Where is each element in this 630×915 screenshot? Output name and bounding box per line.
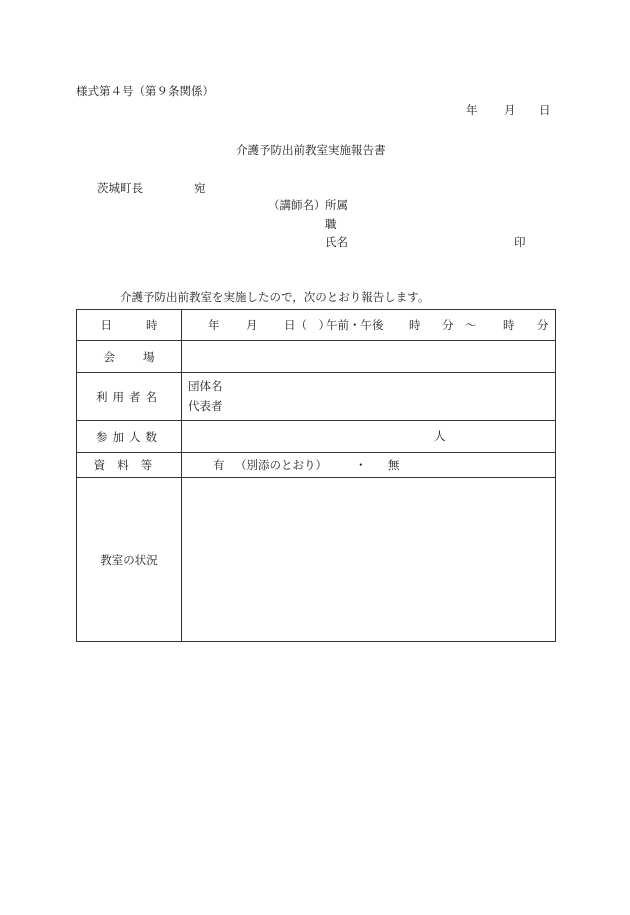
label-status: 教室の状況 <box>77 478 182 642</box>
label-datetime <box>77 310 182 341</box>
report-table <box>76 309 556 642</box>
date-year: 年 <box>466 103 478 117</box>
dt-day: 日（ ） <box>284 318 330 332</box>
materials-note: （別添のとおり） <box>235 458 327 472</box>
dt-ampm: 午前・午後 <box>326 318 384 332</box>
lecturer-affiliation: 所属 <box>325 198 348 212</box>
row-materials <box>77 453 556 478</box>
seal-mark: 印 <box>514 235 526 249</box>
status-field[interactable] <box>182 478 556 642</box>
label-materials: 資料等 <box>77 453 182 478</box>
row-status <box>77 478 556 642</box>
dt-tilde: ～ <box>465 318 477 332</box>
materials-field[interactable] <box>182 453 556 478</box>
label-datetime-a: 日 <box>100 318 112 332</box>
label-venue <box>77 341 182 373</box>
participants-field[interactable] <box>182 421 556 453</box>
venue-field[interactable] <box>182 341 556 373</box>
dt-year: 年 <box>208 318 220 332</box>
dt-month: 月 <box>246 318 258 332</box>
form-number: 様式第４号（第９条関係） <box>76 84 214 98</box>
row-venue <box>77 341 556 373</box>
document-title: 介護予防出前教室実施報告書 <box>236 143 386 157</box>
lecturer-position: 職 <box>325 217 337 231</box>
label-venue-a: 会 <box>103 349 115 364</box>
intro-text: 介護予防出前教室を実施したので，次のとおり報告します。 <box>120 290 430 304</box>
label-datetime-b: 時 <box>146 318 158 332</box>
datetime-field[interactable] <box>182 310 556 341</box>
users-field[interactable] <box>182 373 556 421</box>
dt-min-1: 分 <box>442 318 454 332</box>
lecturer-label: （講師名） <box>268 198 326 212</box>
materials-dot: ・ <box>355 458 367 472</box>
label-users: 利用者名 <box>77 373 182 421</box>
lecturer-name: 氏名 <box>325 235 348 249</box>
row-users <box>77 373 556 421</box>
dt-hour-1: 時 <box>409 318 421 332</box>
date-day: 日 <box>539 103 551 117</box>
date-month: 月 <box>504 103 516 117</box>
materials-no[interactable]: 無 <box>388 458 400 472</box>
dt-min-2: 分 <box>537 318 549 332</box>
label-venue-b: 場 <box>143 349 155 364</box>
row-datetime <box>77 310 556 341</box>
dt-hour-2: 時 <box>503 318 515 332</box>
participants-unit: 人 <box>434 429 446 443</box>
addressee-name: 茨城町長 <box>97 181 143 195</box>
addressee-honorific: 宛 <box>194 181 206 195</box>
label-participants: 参加人数 <box>77 421 182 453</box>
materials-yes[interactable]: 有 <box>213 458 225 472</box>
users-representative-label: 代表者 <box>188 399 223 413</box>
row-participants <box>77 421 556 453</box>
users-group-label: 団体名 <box>188 379 223 393</box>
